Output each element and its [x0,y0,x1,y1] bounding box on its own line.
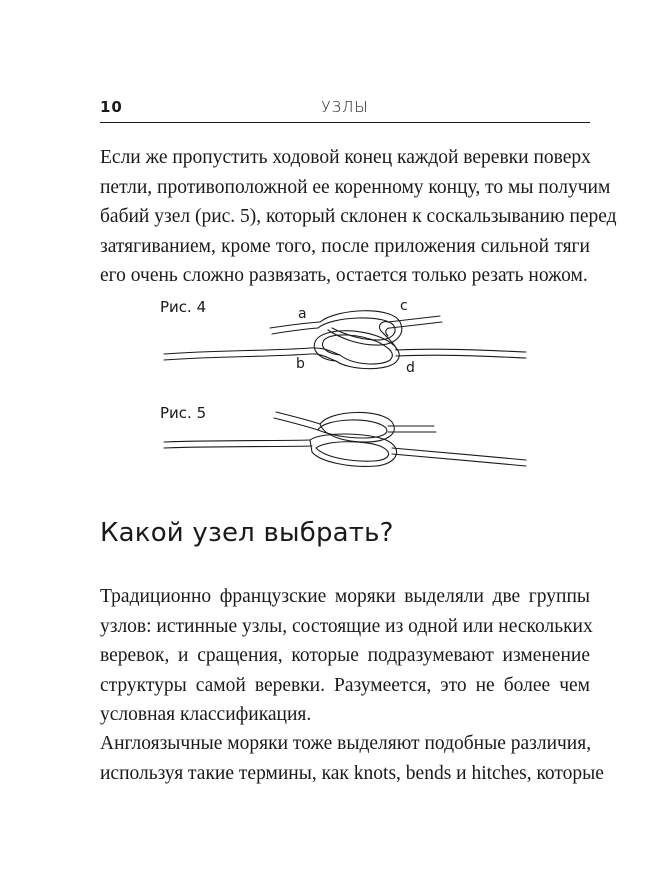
paragraph-3 [100,729,604,788]
text-line: Англоязычные моряки тоже выделяют подобные различия, [100,733,592,754]
text-line: затягиванием, кроме того, после приложения сильной тяги [100,235,590,257]
rope-label-c: c [400,298,408,314]
page-header [100,94,590,123]
section-heading: Какой узел выбрать? [100,518,394,548]
text-line: условная классификация. [100,704,312,725]
paragraph-2 [100,582,593,730]
paragraph-1 [100,143,617,291]
text-line: петли, противоположной ее коренному концу, то мы получим [100,176,611,198]
granny-knot-illustration [160,404,530,474]
text-line: структуры самой веревки. Разумеется, это не более чем [100,674,590,696]
rope-label-b: b [296,356,305,372]
reef-knot-illustration [160,298,530,378]
figure-5-label: Рис. 5 [160,404,207,422]
text-line: Если же пропустить ходовой конец каждой веревки поверх [100,147,591,168]
text-line: Традиционно французские моряки выделяли две группы [100,586,590,607]
rope-label-d: d [406,360,415,376]
rope-label-a: a [298,306,307,322]
text-line: бабий узел (рис. 5), который склонен к соскальзыванию перед [100,206,617,227]
page-number: 10 [100,98,123,116]
running-head: УЗЛЫ [321,98,369,116]
figure-5 [160,404,530,474]
text-line: его очень сложно развязать, остается только резать ножом. [100,265,588,286]
text-line: узлов: истинные узлы, состоящие из одной или нескольких [100,615,593,637]
figure-4-label: Рис. 4 [160,298,207,316]
text-line: веревок, и сращения, которые подразумевают изменение [100,645,590,666]
figure-4 [160,298,530,378]
text-line: используя такие термины, как knots, bends и hitches, которые [100,762,604,784]
